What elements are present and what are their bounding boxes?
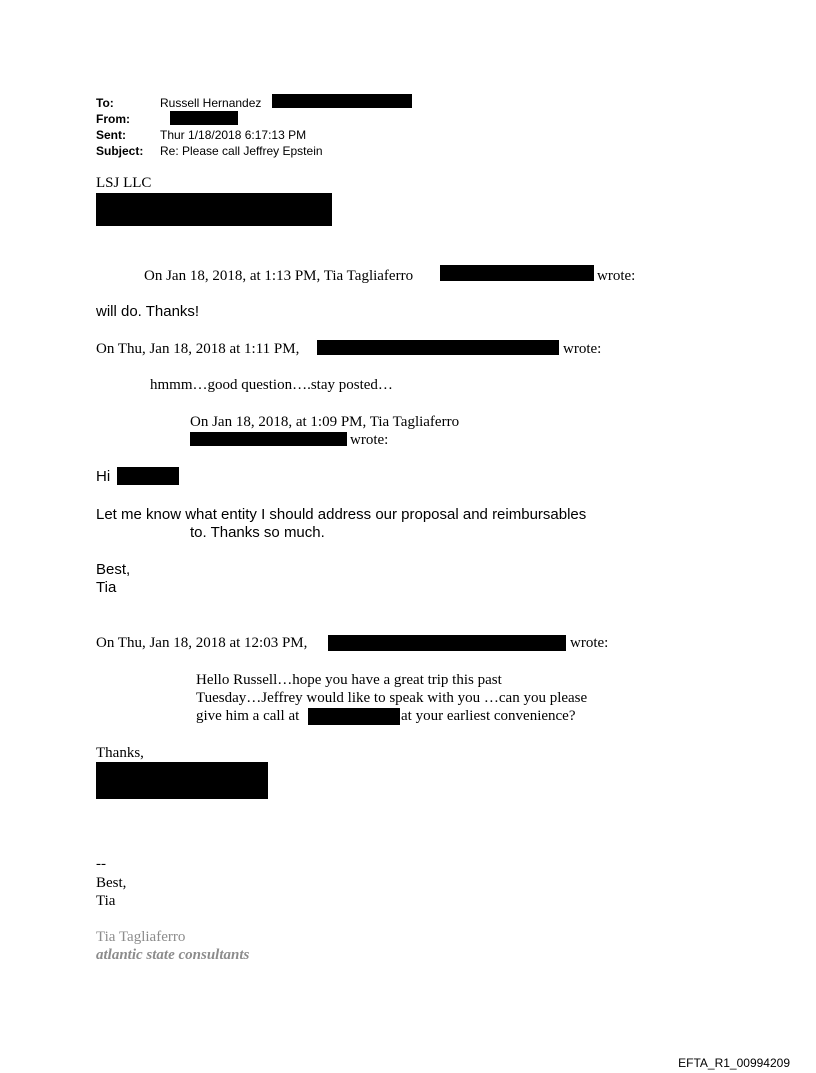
- to-value: Russell Hernandez: [160, 96, 262, 110]
- redaction-sender-signature: [96, 762, 268, 799]
- message4-line1: Hello Russell…hope you have a great trip this past: [196, 672, 502, 688]
- redaction-quote3-email: [190, 432, 347, 446]
- message4-line3-prefix: give him a call at: [196, 708, 300, 724]
- message3-sign2: Tia: [96, 579, 117, 596]
- signature-best: Best,: [96, 875, 127, 891]
- signature-company: atlantic state consultants: [96, 947, 250, 963]
- signature-name: Tia: [96, 893, 116, 909]
- subject-label: Subject:: [96, 144, 144, 158]
- redaction-phone: [308, 708, 400, 725]
- redaction-to-email: [272, 94, 412, 108]
- subject-value: Re: Please call Jeffrey Epstein: [160, 144, 323, 158]
- signature-full-name: Tia Tagliaferro: [96, 929, 186, 945]
- redaction-company-address: [96, 193, 332, 226]
- redaction-quote4-sender: [328, 635, 566, 651]
- quote3-line1: On Jan 18, 2018, at 1:09 PM, Tia Tagliaferro: [190, 414, 460, 430]
- to-label: To:: [96, 96, 114, 110]
- quote1-prefix: On Jan 18, 2018, at 1:13 PM, Tia Tagliaferro: [144, 268, 414, 284]
- from-label: From:: [96, 112, 130, 126]
- message3-greeting: Hi: [96, 468, 111, 485]
- message3-line1: Let me know what entity I should address our proposal and reimbursables: [96, 506, 587, 523]
- document-id: EFTA_R1_00994209: [678, 1056, 790, 1070]
- quote4-prefix: On Thu, Jan 18, 2018 at 12:03 PM,: [96, 635, 308, 651]
- message3-line2: to. Thanks so much.: [190, 524, 325, 541]
- redaction-from: [170, 111, 238, 125]
- redaction-quote1-email: [440, 265, 594, 281]
- message4-line2: Tuesday…Jeffrey would like to speak with you …can you please: [196, 690, 588, 706]
- redaction-greeting-name: [117, 467, 179, 485]
- quote3-suffix: wrote:: [350, 432, 389, 448]
- message4-thanks: Thanks,: [96, 745, 144, 761]
- sent-label: Sent:: [96, 128, 126, 142]
- signature-dash: --: [96, 856, 106, 872]
- sent-value: Thur 1/18/2018 6:17:13 PM: [160, 128, 307, 142]
- company-name: LSJ LLC: [96, 175, 152, 191]
- quote2-prefix: On Thu, Jan 18, 2018 at 1:11 PM,: [96, 341, 300, 357]
- reply1-text: will do. Thanks!: [96, 303, 200, 320]
- message4-line3-suffix: at your earliest convenience?: [401, 708, 576, 724]
- quote4-suffix: wrote:: [570, 635, 609, 651]
- quote1-suffix: wrote:: [597, 268, 636, 284]
- quote2-suffix: wrote:: [563, 341, 602, 357]
- reply2-text: hmmm…good question….stay posted…: [150, 377, 393, 393]
- redaction-quote2-sender: [317, 340, 559, 355]
- message3-sign1: Best,: [96, 561, 131, 578]
